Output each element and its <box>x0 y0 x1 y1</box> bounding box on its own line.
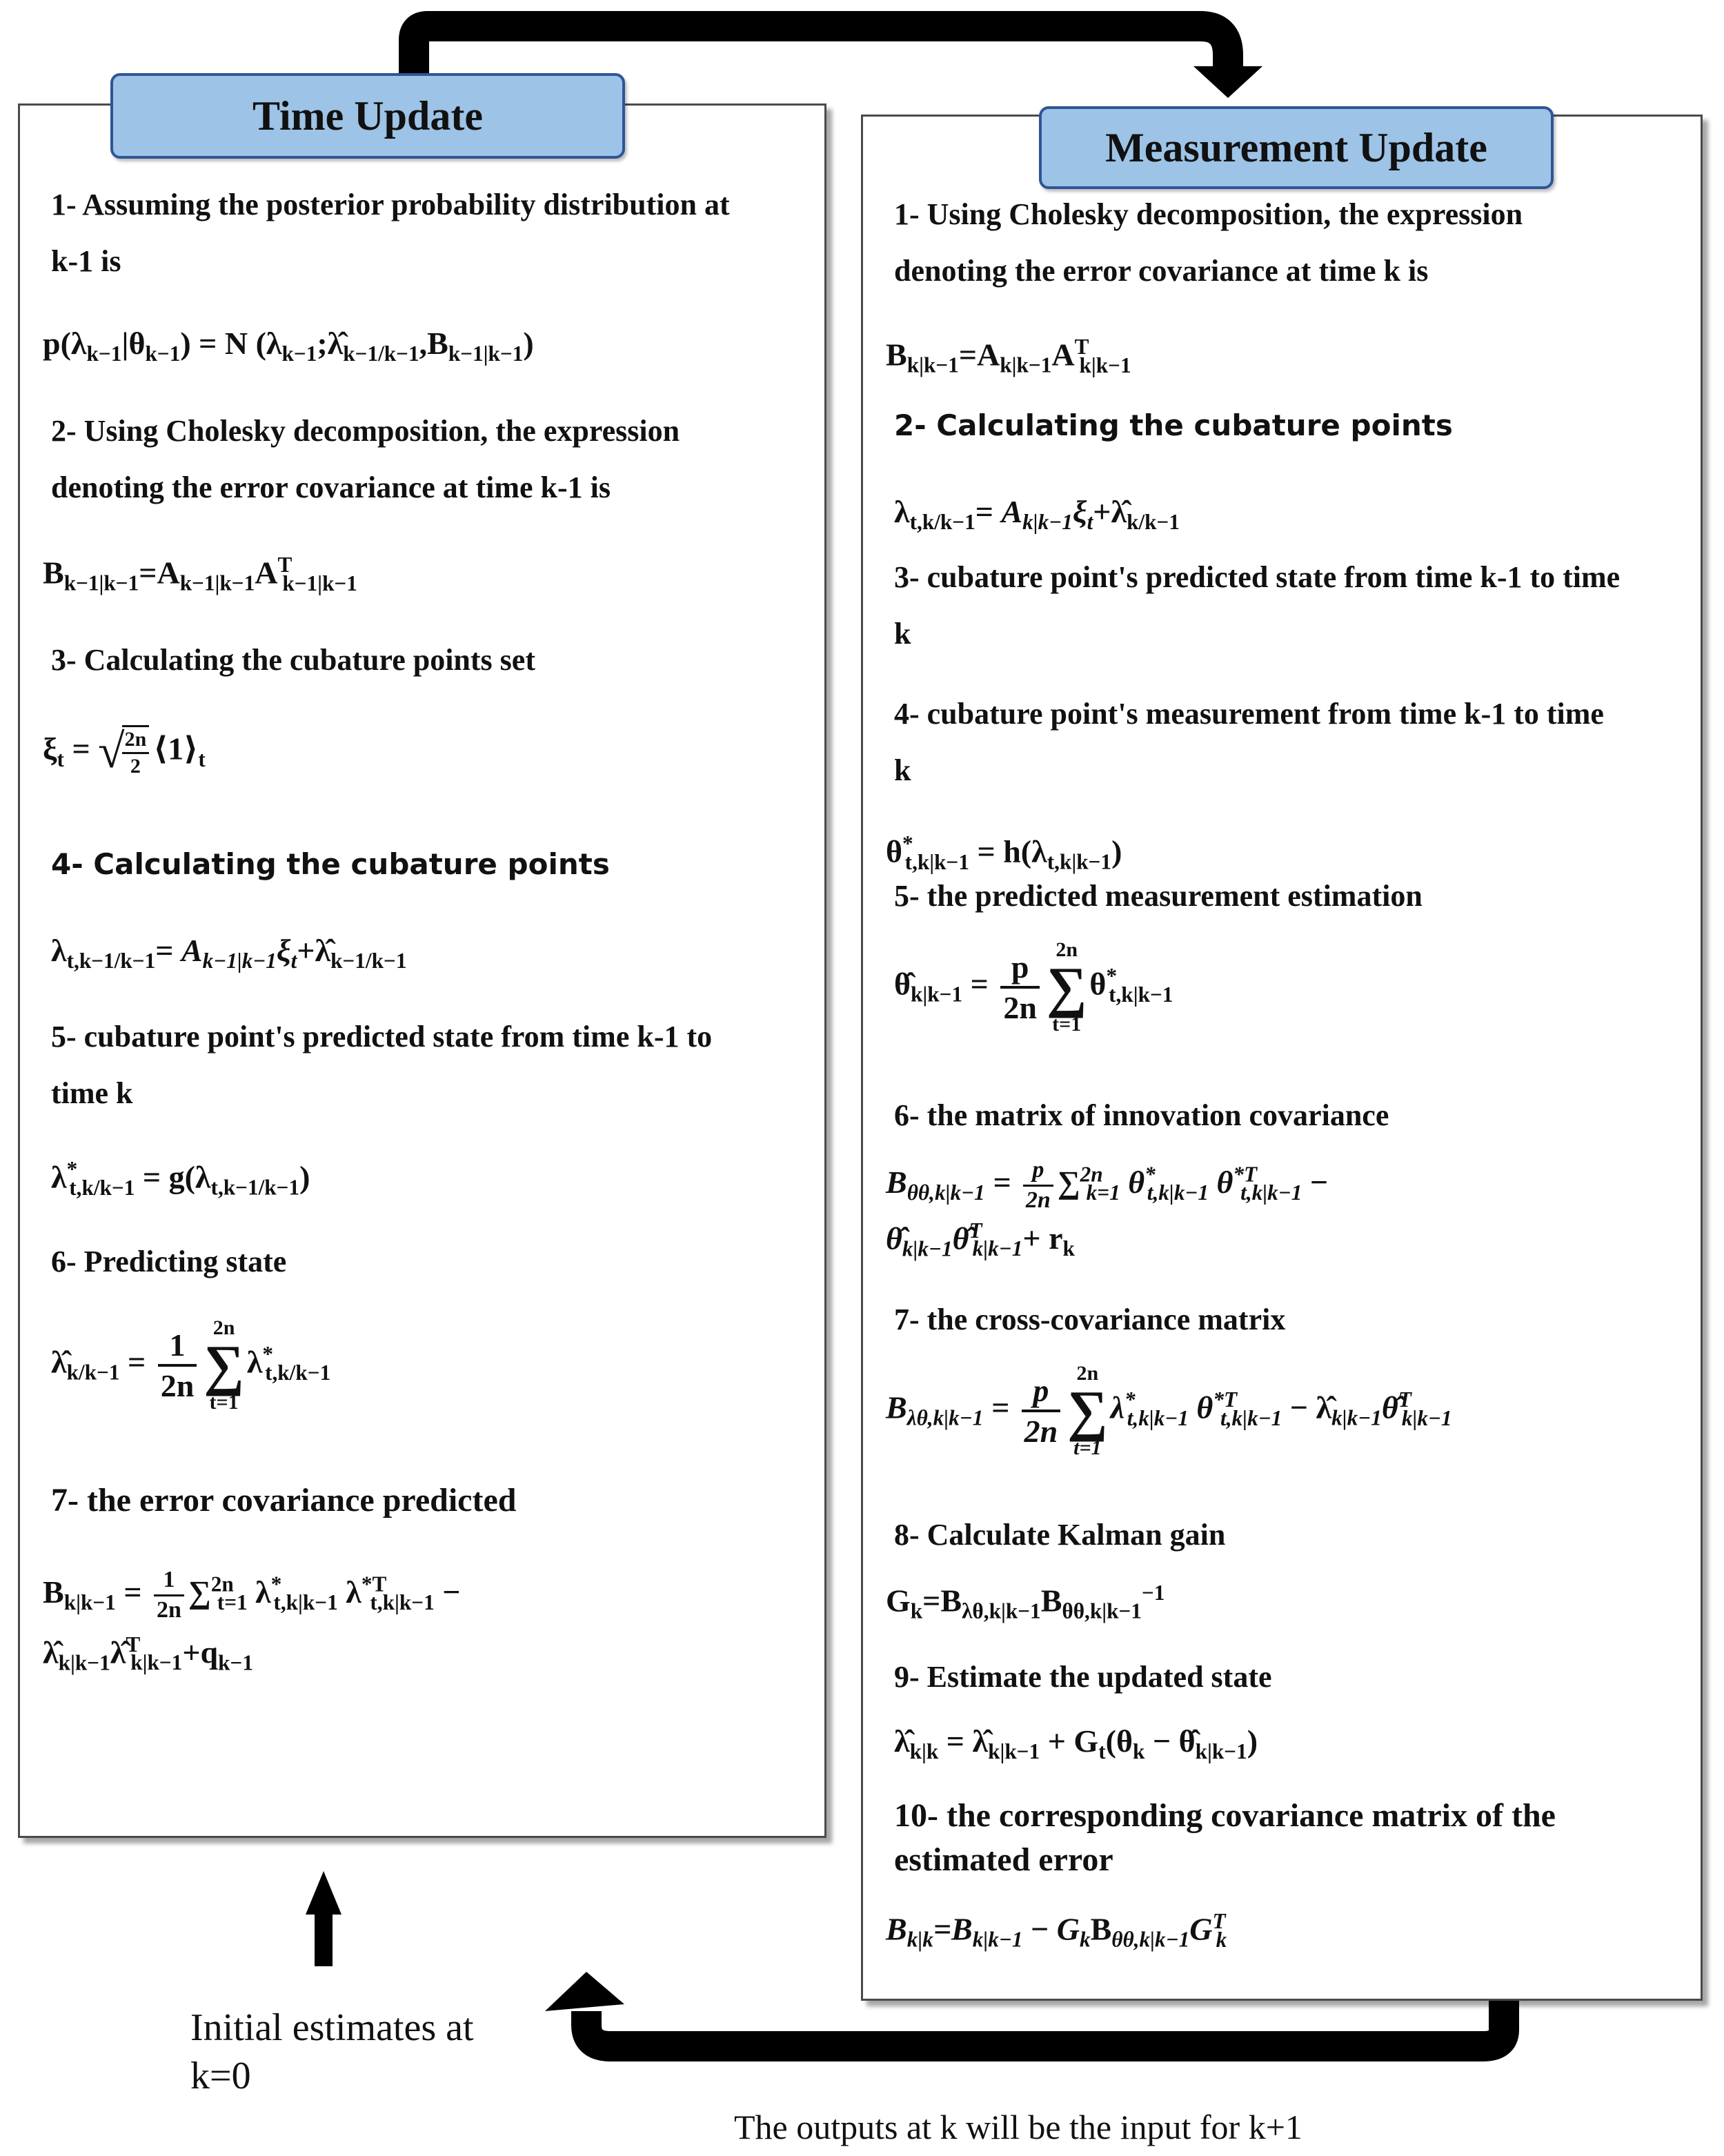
time-step-6: 6- Predicting state <box>51 1245 287 1278</box>
bottom-arrowhead <box>545 1972 624 2011</box>
time-eq-posterior: $p(\lambda_{k-1}|\theta_{k-1}) = N$ $(\lambda_{k-1};\lambdâ_{k-1/k-1},B_{k-1|k-1})$ <box>43 326 534 366</box>
initial-up-arrowhead <box>306 1871 341 1915</box>
meas-step-10: 10- the corresponding covariance matrix of the estimated error <box>894 1797 1556 1878</box>
time-step-7: 7- the error covariance predicted <box>51 1482 517 1519</box>
meas-step-8: 8- Calculate Kalman gain <box>894 1518 1226 1552</box>
meas-step-1: 1- Using Cholesky decomposition, the expression denoting the error covariance at time k is <box>894 197 1523 288</box>
top-loop-arrow <box>414 26 1228 76</box>
initial-up-arrow-shaft <box>315 1911 333 1966</box>
loop-caption: The outputs at k will be the input for k+1 <box>734 2108 1302 2146</box>
meas-step-5: 5- the predicted measurement estimation <box>894 879 1423 913</box>
meas-eq-innovation-covariance: $B_{\theta\theta,k|k-1}$ = $\frac{p}{2n}$ ∑$^{2n}_{k=1}$ $\theta^*_{t,k|k-1}$ $\theta^{*T}_{t,k|k-1}$ − $\thetâ_{k|k-1}\thetâ^T_{k|k-1}+ r_k$ <box>886 1157 1329 1261</box>
time-eq-cubature-set: $\xi_t$ = √ $\frac{2n}{2}$ $⟨1⟩_t$ <box>43 725 206 778</box>
time-step-2: 2- Using Cholesky decomposition, the expression denoting the error covariance at time k-1 is <box>51 414 680 504</box>
meas-eq-kalman-gain: $G_k=B_{\lambda\theta,k|k-1}B_{\theta\theta,k|k-1}^{-1}$ <box>886 1581 1165 1623</box>
meas-step-6: 6- the matrix of innovation covariance <box>894 1098 1389 1132</box>
time-eq-error-covariance: $B_{k|k-1}$ = $\frac{1}{2n}$ ∑$^{2n}_{t=1}$ $\lambda^*_{t,k|k-1}$ $\lambda^{*T}_{t,k|k-1}$ − $\lambdâ_{k|k-1}\lambdâ^T_{k|k-1}+q_{k-1}$ <box>43 1567 461 1675</box>
meas-eq-cross-covariance: $B_{\lambda\theta,k|k-1}$ = $\frac{p}{2n}$ 2n ∑ t=1 $\lambda^*_{t,k|k-1}$ $\theta^{*T}_{t,k|k-1}$ − $\lambdâ_{k|k-1}\thetâ^T_{k|k-1}$ <box>886 1362 1452 1459</box>
meas-eq-updated-covariance: $B_{k|k}=B_{k|k-1} - G_kB_{\theta\theta,k|k-1}G^T_k$ <box>886 1909 1227 1952</box>
meas-eq-predicted-measurement: $\thetâ_{k|k-1}$ = $\frac{p}{2n}$ 2n ∑ t=1 $\theta^*_{t,k|k-1}$ <box>894 938 1173 1036</box>
time-eq-predicted-state: $\lambdâ_{k/k-1}$ = $\frac{1}{2n}$ 2n ∑ t=1 $\lambda^*_{t,k/k-1}$ <box>51 1316 331 1414</box>
meas-step-9: 9- Estimate the updated state <box>894 1660 1272 1694</box>
time-step-1: 1- Assuming the posterior probability distribution at k-1 is <box>51 188 730 278</box>
top-arrowhead <box>1193 66 1262 98</box>
time-eq-propagate: $\lambda^*_{t,k/k-1} = g(\lambda_{t,k-1/k-1})$ <box>51 1157 310 1200</box>
time-step-3: 3- Calculating the cubature points set <box>51 643 535 677</box>
meas-step-3: 3- cubature point's predicted state from time k-1 to time k <box>894 560 1621 651</box>
measurement-update-title: Measurement Update <box>1039 106 1554 189</box>
time-eq-cholesky: $B_{k-1|k-1}=A_{k-1|k-1}A^T_{k-1|k-1}$ <box>43 553 357 595</box>
time-step-4: 4- Calculating the cubature points <box>51 847 610 881</box>
meas-eq-measurement: $\theta^*_{t,k|k-1} = h(\lambda_{t,k|k-1})$ <box>886 831 1122 874</box>
initial-estimates-label: Initial estimates at k=0 <box>190 2006 474 2097</box>
time-update-title: Time Update <box>110 73 625 159</box>
time-step-5: 5- cubature point's predicted state from time k-1 to time k <box>51 1020 713 1110</box>
bottom-loop-arrow <box>586 2001 1504 2046</box>
time-eq-cubature-points: $\lambda_{t,k-1/k-1}=$ $A_{k-1|k-1}\xi_t+\lambdâ_{k-1/k-1}$ <box>51 933 407 973</box>
meas-step-7: 7- the cross-covariance matrix <box>894 1303 1286 1336</box>
meas-eq-cholesky: $B_{k|k-1}=A_{k|k-1}A^T_{k|k-1}$ <box>886 335 1131 377</box>
meas-step-4: 4- cubature point's measurement from time k-1 to time k <box>894 697 1604 787</box>
meas-step-2: 2- Calculating the cubature points <box>894 408 1453 442</box>
meas-eq-updated-state: $\lambdâ_{k|k}$ = $\lambdâ_{k|k-1} + G_t(\theta_k$ − $\thetâ_{k|k-1}$) <box>894 1723 1258 1764</box>
meas-eq-cubature-points: $\lambda_{t,k/k-1}=$ $A_{k|k-1}\xi_t+\lambdâ_{k/k-1}$ <box>894 494 1180 535</box>
